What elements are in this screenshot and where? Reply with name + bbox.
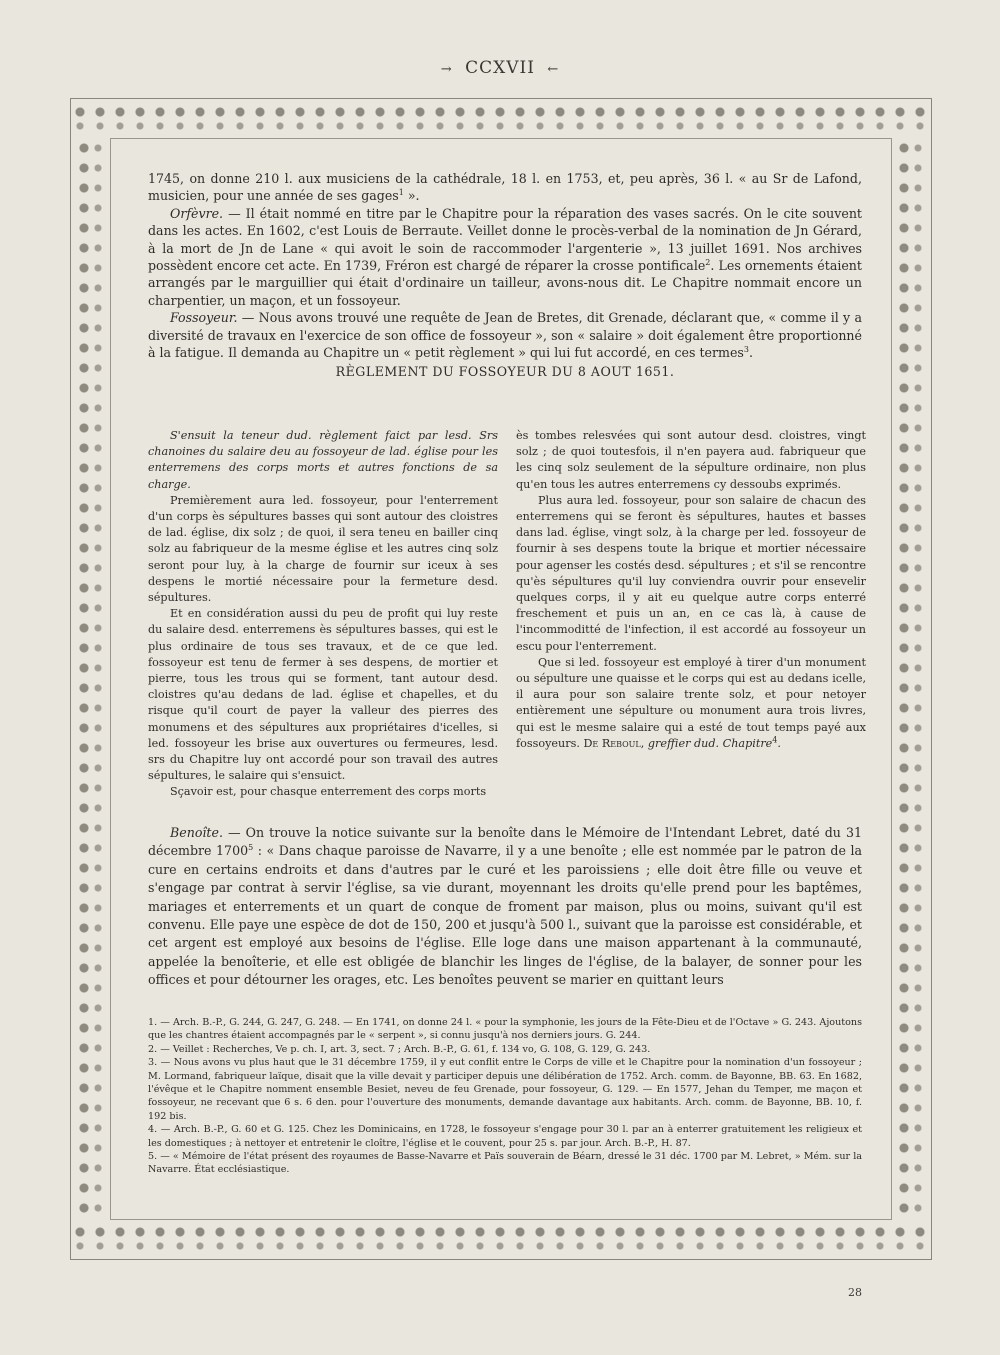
signature-role: greffier dud. Chapitre: [647, 736, 773, 750]
footnote-3: 3. — Nous avons vu plus haut que le 31 décembre 1759, il y eut conflit entre le Corps de ville et le Chapitre pour la nomination d'un fossoyeur ; M. Lormand, fabriqueur laïque, disait que la ville devait y participer depuis une délibération de 1752. Arch. comm. de Bayonne, BB. 63. En 1682, l'évêque et le Chapitre nomment ensemble Besiet, neveu de feu Grenade, pour fossoyeur, G. 129. — En 1577, Jehan du Temper, me maçon et fossoyeur, ne recevant que 6 s. 6 den. pour l'ouverture des monuments, demande davantage aux habitants. Arch. comm. de Bayonne, BB. 10, f. 192 bis.: [148, 1057, 862, 1122]
footnote-4: 4. — Arch. B.-P., G. 60 et G. 125. Chez les Dominicains, en 1728, le fossoyeur s'engage pour 30 l. par an à enterrer gratuitement les religieux et les domestiques ; à nettoyer et entretenir le cloître, l'église et le couvent, pour 25 s. par jour. Arch. B.-P., H. 87.: [148, 1124, 862, 1149]
signature-name: De Reboul,: [583, 736, 645, 750]
right-column: [516, 428, 866, 752]
right-column-p1: ès tombes relesvées qui sont autour desd. cloistres, vingt solz ; de quoi toutesfois, il n'en payera aud. fabriqueur que les cinq solz seulement de la sépulture ordinaire, non plus qu'en tous les autres enterremens cy dessoubs exprimés.: [516, 429, 866, 491]
benoite-text: [148, 824, 862, 990]
left-column-intro: S'ensuit la teneur dud. règlement faict par lesd. Srs chanoines du salaire deu au fossoyeur de lad. église pour les enterremens des corps morts et autres fonctions de sa charge.: [148, 429, 498, 491]
page-header: [0, 58, 1000, 78]
footnotes: [148, 1016, 862, 1177]
section-title: RÈGLEMENT DU FOSSOYEUR DU 8 AOUT 1651.: [335, 364, 675, 380]
paragraph-fossoyeur: Fossoyeur. — Nous avons trouvé une requête de Jean de Bretes, dit Grenade, déclarant que, « comme il y a diversité de travaux en l'exercice de son office de fossoyeur », son « salaire » doit également être proportionné à la fatigue. Il demanda au Chapitre un « petit règlement » qui lui fut accordé, en ces termes$^3$.: [148, 310, 862, 361]
left-column-p4: Sçavoir est, pour chasque enterrement des corps morts: [170, 785, 487, 799]
footnote-1: 1. — Arch. B.-P., G. 244, G. 247, G. 248. — En 1741, on donne 24 l. « pour la symphonie, les jours de la Fête-Dieu et de l'Octave » G. 243. Ajoutons que les chantres étaient accompagnés par le « serpent », si connu jusqu'à nos derniers jours. G. 244.: [148, 1017, 862, 1042]
left-column-p2: Premièrement aura led. fossoyeur, pour l'enterrement d'un corps ès sépultures basses qui sont autour des cloistres de lad. église, dix solz ; de quoi, il sera teneu en bailler cinq solz au fabriqueur de la mesme église et les autres cinq solz seront pour luy, à la charge de fournir sur iceux à ses despens le mortié nécessaire pour la fermeture desd. sépultures.: [148, 493, 498, 605]
footnote-2: 2. — Veillet : Recherches, Ve p. ch. I, art. 3, sect. 7 ; Arch. B.-P., G. 61, f. 134 vo, G. 108, G. 129, G. 243.: [148, 1043, 651, 1055]
right-arrow-ornament: ←: [547, 62, 560, 77]
left-arrow-ornament: →: [440, 62, 453, 77]
right-column-p2: Plus aura led. fossoyeur, pour son salaire de chacun des enterremens qui se feront ès sépultures, hautes et basses dans lad. église, vingt solz, à la charge per led. fossoyeur de fournir à ses despens toute la brique et mortier nécessaire pour agenser les costés desd. sépultures ; et s'il se rencontre qu'ès sépultures qu'il luy conviendra ouvrir pour ensevelir quelques corps, il y ait eu quelque autre corps enterré freschement et puis un an, en ce cas là, à cause de l'incommoditté de l'infection, il est accordé au fossoyeur un escu pour l'enterrement.: [516, 493, 866, 653]
left-column: [148, 428, 498, 801]
left-column-p3: Et en considération aussi du peu de profit qui luy reste du salaire desd. enterremens ès sépultures basses, qui est le plus ordinaire de tous ses travaux, et de ce que led. fossoyeur est tenu de fermer à ses despens, de mortier et pierre, tous les trous qui se forment, tant autour desd. cloistres qu'au dedans de lad. église et chapelles, et du risque qu'il court de payer la valleur des pierres des monumens et des sépultures aux propriétaires d'icelles, si led. fossoyeur les brise aux ouvertures ou fermeures, lesd. srs du Chapitre luy ont accordé pour son travail des autres sépultures, le salaire qui s'ensuict.: [148, 607, 498, 783]
page-number: 28: [848, 1286, 862, 1299]
folio-number: CCXVII: [465, 58, 535, 78]
paragraph-benoite: Benoîte. — On trouve la notice suivante sur la benoîte dans le Mémoire de l'Intendant Lebret, daté du 31 décembre 1700$^5$ : « Dans chaque paroisse de Navarre, il y a une benoîte ; elle est nommée par le patron de la cure en certains endroits et dans d'autres par le curé et les paroissiens ; elle doit être fille ou veuve et s'engage par contrat à servir l'église, sa vie durant, moyennant les droits qu'elle prend pour les baptêmes, mariages et enterrements et un quart de conque de froment par maison, plus ou moins, suivant qu'il est convenu. Elle paye une espèce de dot de 150, 200 et jusqu'à 500 l., suivant que la paroisse est considérable, et cet argent est employé aux besoins de l'église. Elle loge dans une maison appartenant à la communauté, appelée la benoîterie, et elle est obligée de blanchir les linges de l'église, de la balayer, de sonner pour les offices et pour détourner les orages, etc. Les benoîtes peuvent se marier en quittant leurs: [148, 825, 862, 988]
paragraph-musicians: 1745, on donne 210 l. aux musiciens de la cathédrale, 18 l. en 1753, et, peu après, 36 l. « au Sr de Lafond, musicien, pour une année de ses gages$^1$ ».: [148, 171, 862, 204]
footnote-5: 5. — « Mémoire de l'état présent des royaumes de Basse-Navarre et Païs souverain de Béarn, dressé le 31 déc. 1700 par M. Lebret, » Mém. sur la Navarre. État ecclésiastique.: [148, 1151, 862, 1176]
right-column-p3: Que si led. fossoyeur est employé à tirer d'un monument ou sépulture une quaisse et le corps qui est au dedans icelle, il aura pour son salaire trente solz, et pour netoyer entièrement une sépulture ou monument aura trois livres, qui est le mesme salaire qui a esté de tout temps payé aux fossoyeurs. De Reboul, greffier dud. Chapitre$^4$.: [516, 655, 866, 750]
intro-text: [148, 170, 862, 381]
paragraph-orfevre: Orfèvre. — Il était nommé en titre par le Chapitre pour la réparation des vases sacrés. On le cite souvent dans les actes. En 1602, c'est Louis de Berraute. Veillet donne le procès-verbal de la nomination de Jn Gérard, à la mort de Jn de Lane « qui avoit le soin de raccommoder l'argenterie », 13 juillet 1691. Nos archives possèdent encore cet acte. En 1739, Fréron est chargé de réparer la crosse pontificale$^2$. Les ornements étaient arrangés par le marguillier qui était d'ordinaire un tailleur, avons-nous dit. Le Chapitre nommait encore un charpentier, un maçon, et un fossoyeur.: [148, 205, 862, 308]
